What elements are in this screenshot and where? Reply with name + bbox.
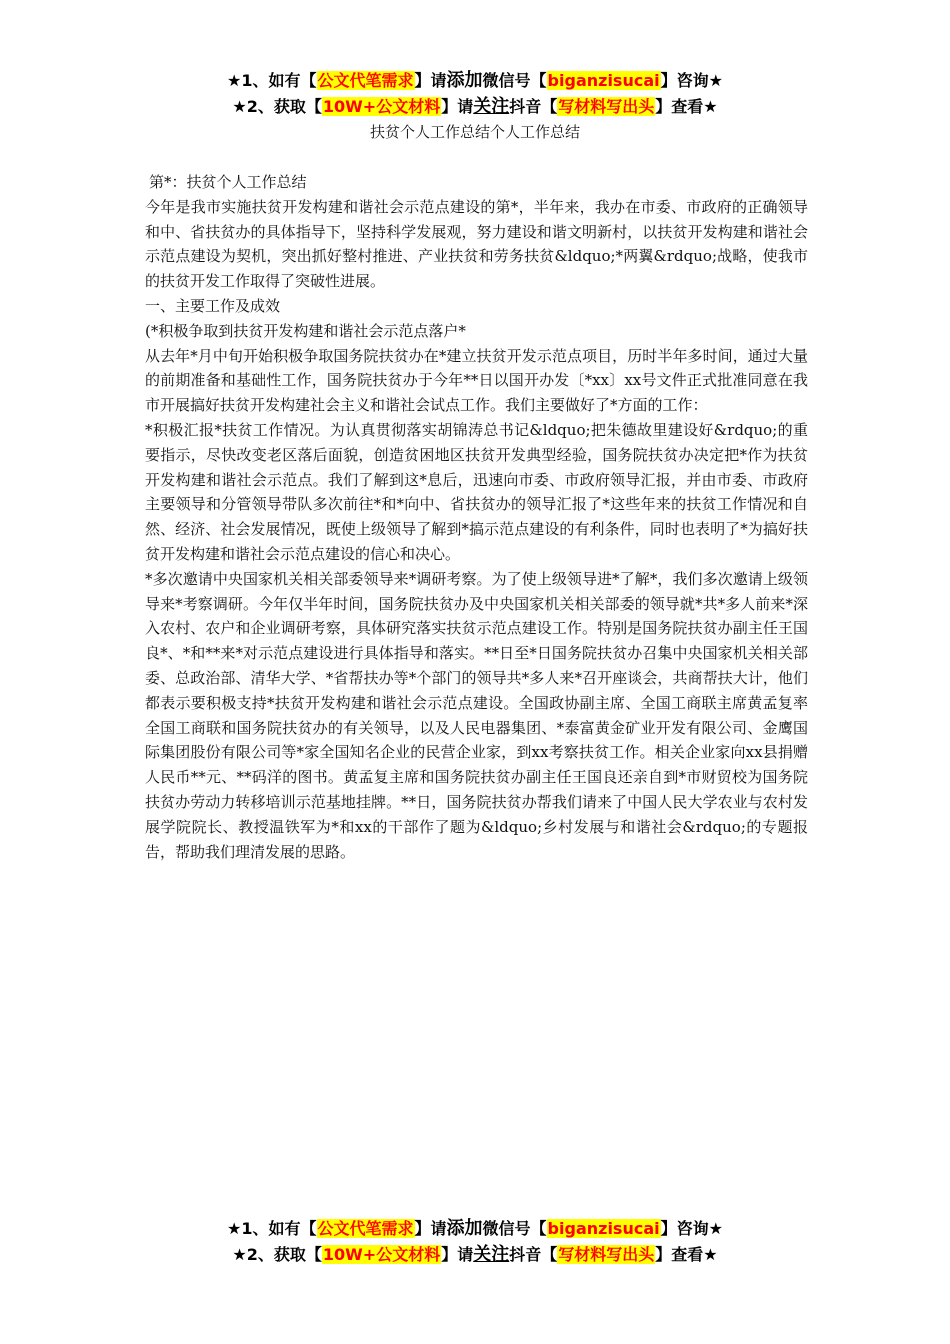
banner-text: 】请: [441, 1245, 474, 1264]
banner-text: 】咨询★: [660, 71, 723, 90]
banner-emphasis: 添加: [446, 70, 483, 91]
banner-text: 】请: [441, 97, 474, 116]
banner-emphasis: 添加: [446, 1218, 483, 1239]
banner-highlight: biganzisucai: [547, 1219, 660, 1238]
banner-highlight: 公文代笔需求: [317, 1219, 414, 1238]
banner-line-1: [0, 1216, 950, 1242]
banner-text: 】咨询★: [660, 1219, 723, 1238]
banner-text: 微信号【: [482, 71, 547, 90]
banner-text: 】请: [414, 71, 447, 90]
banner-highlight: 公文代笔需求: [317, 71, 414, 90]
banner-text: ★2、获取【: [232, 97, 322, 116]
banner-line-1: [0, 68, 950, 94]
banner-text: 】查看★: [655, 1245, 718, 1264]
paragraph: 今年是我市实施扶贫开发构建和谐社会示范点建设的第*，半年来，我办在市委、市政府的正确领导和中、省扶贫办的具体指导下，坚持科学发展观，努力建设和谐文明新村，以扶贫开发构建和谐社会示范点建设为契机，突出抓好整村推进、产业扶贫和劳务扶贫&ldquo;*两翼&rdquo;战略，使我市的扶贫开发工作取得了突破性进展。: [145, 197, 808, 291]
paragraph: 从去年*月中旬开始积极争取国务院扶贫办在*建立扶贫开发示范点项目，历时半年多时间，通过大量的前期准备和基础性工作，国务院扶贫办于今年**日以国开办发〔*xx〕xx号文件正式批准同意在我市开展搞好扶贫开发构建社会主义和谐社会试点工作。我们主要做好了*方面的工作：: [145, 346, 808, 415]
document-subtitle: 第*：扶贫个人工作总结: [149, 173, 307, 191]
banner-emphasis: 关注: [473, 96, 510, 117]
paragraph: *积极汇报*扶贫工作情况。为认真贯彻落实胡锦涛总书记&ldquo;把朱德故里建设好&rdquo;的重要指示，尽快改变老区落后面貌，创造贫困地区扶贫开发典型经验，国务院扶贫办决定把*作为扶贫开发构建和谐社会示范点。我们了解到这*息后，迅速向市委、市政府领导汇报，并由市委、市政府主要领导和分管领导带队多次前往*和*向中、省扶贫办的领导汇报了*这些年来的扶贫工作情况和自然、经济、社会发展情况，既使上级领导了解到*搞示范点建设的有利条件，同时也表明了*为搞好扶贫开发构建和谐社会示范点建设的信心和决心。: [145, 420, 808, 563]
document-body: [145, 170, 808, 864]
banner-line-2: [0, 1242, 950, 1268]
banner-text: 】请: [414, 1219, 447, 1238]
document-title: 扶贫个人工作总结个人工作总结: [369, 123, 580, 141]
banner-text: 抖音【: [509, 1245, 558, 1264]
banner-text: 抖音【: [509, 97, 558, 116]
banner-emphasis: 关注: [473, 1244, 510, 1265]
banner-highlight: 10W+公文材料: [322, 97, 441, 116]
banner-text: ★1、如有【: [227, 71, 317, 90]
bottom-banner: [0, 1216, 950, 1268]
banner-text: ★1、如有【: [227, 1219, 317, 1238]
banner-highlight: 10W+公文材料: [322, 1245, 441, 1264]
banner-line-2: [0, 94, 950, 120]
banner-text: ★2、获取【: [232, 1245, 322, 1264]
banner-text: 】查看★: [655, 97, 718, 116]
top-banner: [0, 68, 950, 120]
banner-highlight: biganzisucai: [547, 71, 660, 90]
banner-highlight: 写材料写出头: [558, 97, 655, 116]
banner-text: 微信号【: [482, 1219, 547, 1238]
sub-heading: (*积极争取到扶贫开发构建和谐社会示范点落户*: [145, 321, 466, 340]
section-heading: 一、主要工作及成效: [145, 296, 281, 315]
banner-highlight: 写材料写出头: [558, 1245, 655, 1264]
paragraph: *多次邀请中央国家机关相关部委领导来*调研考察。为了使上级领导进*了解*，我们多次邀请上级领导来*考察调研。今年仅半年时间，国务院扶贫办及中央国家机关相关部委的领导就*共*多人前来*深入农村、农户和企业调研考察，具体研究落实扶贫示范点建设工作。特别是国务院扶贫办副主任王国良*、*和**来*对示范点建设进行具体指导和落实。**日至*日国务院扶贫办召集中央国家机关相关部委、总政治部、清华大学、*省帮扶办等*个部门的领导共*多人来*召开座谈会，共商帮扶大计，他们都表示要积极支持*扶贫开发构建和谐社会示范点建设。全国政协副主席、全国工商联主席黄孟复率全国工商联和国务院扶贫办的有关领导，以及人民电器集团、*泰富黄金矿业开发有限公司、金鹰国际集团股份有限公司等*家全国知名企业的民营企业家，到xx考察扶贫工作。相关企业家向xx县捐赠人民币**元、**码洋的图书。黄孟复主席和国务院扶贫办副主任王国良还亲自到*市财贸校为国务院扶贫办劳动力转移培训示范基地挂牌。**日，国务院扶贫办帮我们请来了中国人民大学农业与农村发展学院院长、教授温铁军为*和xx的干部作了题为&ldquo;乡村发展与和谐社会&rdquo;的专题报告，帮助我们理清发展的思路。: [145, 569, 808, 861]
